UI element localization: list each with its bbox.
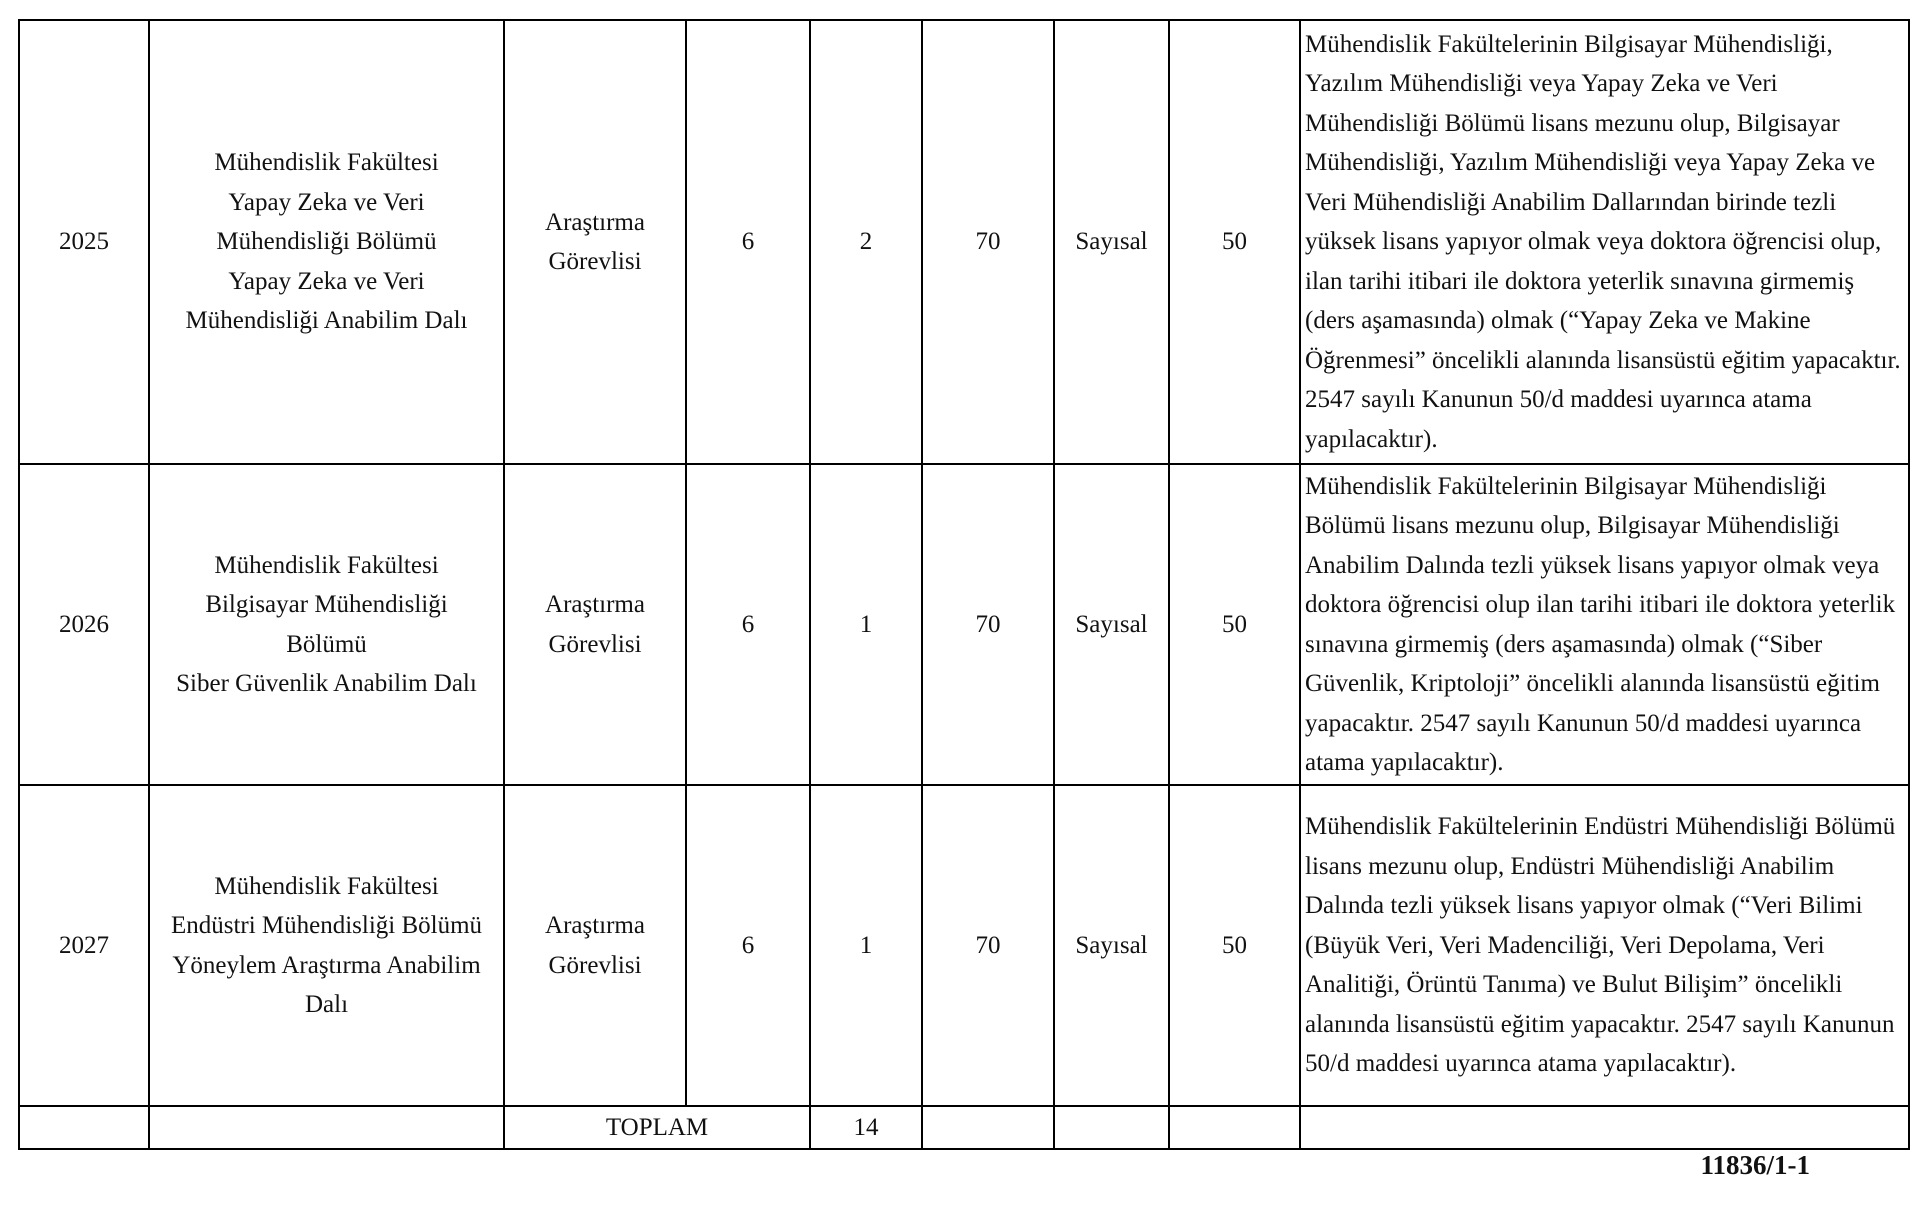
title-line: Görevlisi [548, 630, 642, 658]
unit-cell [149, 464, 504, 785]
unit-line: Siber Güvenlik Anabilim Dalı [176, 670, 477, 697]
empty-cell [1169, 1106, 1300, 1149]
unit-line: Yapay Zeka ve Veri [228, 188, 425, 216]
foreign-language-cell: 50 [1169, 20, 1300, 464]
foreign-language-cell: 50 [1169, 464, 1300, 785]
unit-line: Bilgisayar Mühendisliği [205, 591, 448, 618]
title-cell [504, 20, 686, 464]
position-code-cell: 2025 [19, 20, 149, 464]
ales-type-cell: Sayısal [1054, 20, 1169, 464]
position-code-cell: 2026 [19, 464, 149, 785]
unit-line: Mühendislik Fakültesi [214, 551, 439, 579]
count-cell: 1 [810, 785, 922, 1106]
unit-line: Dalı [304, 991, 349, 1018]
empty-cell [149, 1106, 504, 1149]
title-line: Görevlisi [548, 951, 642, 979]
unit-line: Bölümü [286, 630, 367, 658]
document-reference-code: 11836/1-1 [1700, 1150, 1810, 1180]
empty-cell [19, 1106, 149, 1149]
unit-line: Endüstri Mühendisliği Bölümü [170, 912, 483, 939]
position-code-cell: 2027 [19, 785, 149, 1106]
degree-cell: 6 [686, 20, 810, 464]
title-line: Görevlisi [548, 248, 642, 275]
degree-cell: 6 [686, 464, 810, 785]
unit-cell [149, 785, 504, 1106]
announcement-sheet [18, 19, 1908, 1150]
table-row [19, 785, 1909, 1106]
unit-line: Mühendislik Fakültesi [214, 872, 439, 900]
table-row [19, 20, 1909, 464]
empty-cell [1054, 1106, 1169, 1149]
ales-score-cell: 70 [922, 20, 1054, 464]
total-row [19, 1106, 1909, 1149]
title-line: Araştırma [545, 591, 645, 618]
positions-table [18, 19, 1910, 1150]
ales-score-cell: 70 [922, 464, 1054, 785]
total-label: TOPLAM [504, 1106, 810, 1149]
ales-score-cell: 70 [922, 785, 1054, 1106]
requirements-cell: Mühendislik Fakültelerinin Bilgisayar Mühendisliği Bölümü lisans mezunu olup, Bilgisayar Mühendisliği Anabilim Dalında tezli yüksek lisans yapıyor olmak veya doktora öğrencisi olup ilan tarihi itibari ile doktora yeterlik sınavına girmemiş (ders aşamasında) olmak (“Siber Güvenlik, Kriptoloji” öncelikli alanında lisansüstü eğitim yapacaktır. 2547 sayılı Kanunun 50/d maddesi uyarınca atama yapılacaktır). [1300, 464, 1909, 785]
degree-cell: 6 [686, 785, 810, 1106]
unit-cell [149, 20, 504, 464]
title-line: Araştırma [545, 912, 645, 939]
empty-cell [1300, 1106, 1909, 1149]
unit-line: Mühendisliği Bölümü [216, 228, 437, 256]
count-cell: 1 [810, 464, 922, 785]
count-cell: 2 [810, 20, 922, 464]
title-cell [504, 785, 686, 1106]
ales-type-cell: Sayısal [1054, 464, 1169, 785]
foreign-language-cell: 50 [1169, 785, 1300, 1106]
unit-line: Yapay Zeka ve Veri [228, 267, 425, 295]
requirements-cell: Mühendislik Fakültelerinin Bilgisayar Mühendisliği, Yazılım Mühendisliği veya Yapay Zeka ve Veri Mühendisliği Bölümü lisans mezunu olup, Bilgisayar Mühendisliği, Yazılım Mühendisliği veya Yapay Zeka ve Veri Mühendisliği Anabilim Dallarından birinde tezli yüksek lisans yapıyor olmak veya doktora öğrencisi olup, ilan tarihi itibari ile doktora yeterlik sınavına girmemiş (ders aşamasında) olmak (“Yapay Zeka ve Makine Öğrenmesi” öncelikli alanında lisansüstü eğitim yapacaktır. 2547 sayılı Kanunun 50/d maddesi uyarınca atama yapılacaktır). [1300, 20, 1909, 464]
title-line: Araştırma [545, 208, 645, 236]
unit-line: Mühendislik Fakültesi [214, 149, 439, 177]
ales-type-cell: Sayısal [1054, 785, 1169, 1106]
empty-cell [922, 1106, 1054, 1149]
requirements-cell: Mühendislik Fakültelerinin Endüstri Mühendisliği Bölümü lisans mezunu olup, Endüstri Mühendisliği Anabilim Dalında tezli yüksek lisans yapıyor olmak (“Veri Bilimi (Büyük Veri, Veri Madenciliği, Veri Depolama, Veri Analitiği, Örüntü Tanıma) ve Bulut Bilişim” öncelikli alanında lisansüstü eğitim yapacaktır. 2547 sayılı Kanunun 50/d maddesi uyarınca atama yapılacaktır). [1300, 785, 1909, 1106]
title-cell [504, 464, 686, 785]
unit-line: Mühendisliği Anabilim Dalı [185, 307, 468, 335]
table-row [19, 464, 1909, 785]
unit-line: Yöneylem Araştırma Anabilim [172, 951, 481, 979]
total-value: 14 [810, 1106, 922, 1149]
